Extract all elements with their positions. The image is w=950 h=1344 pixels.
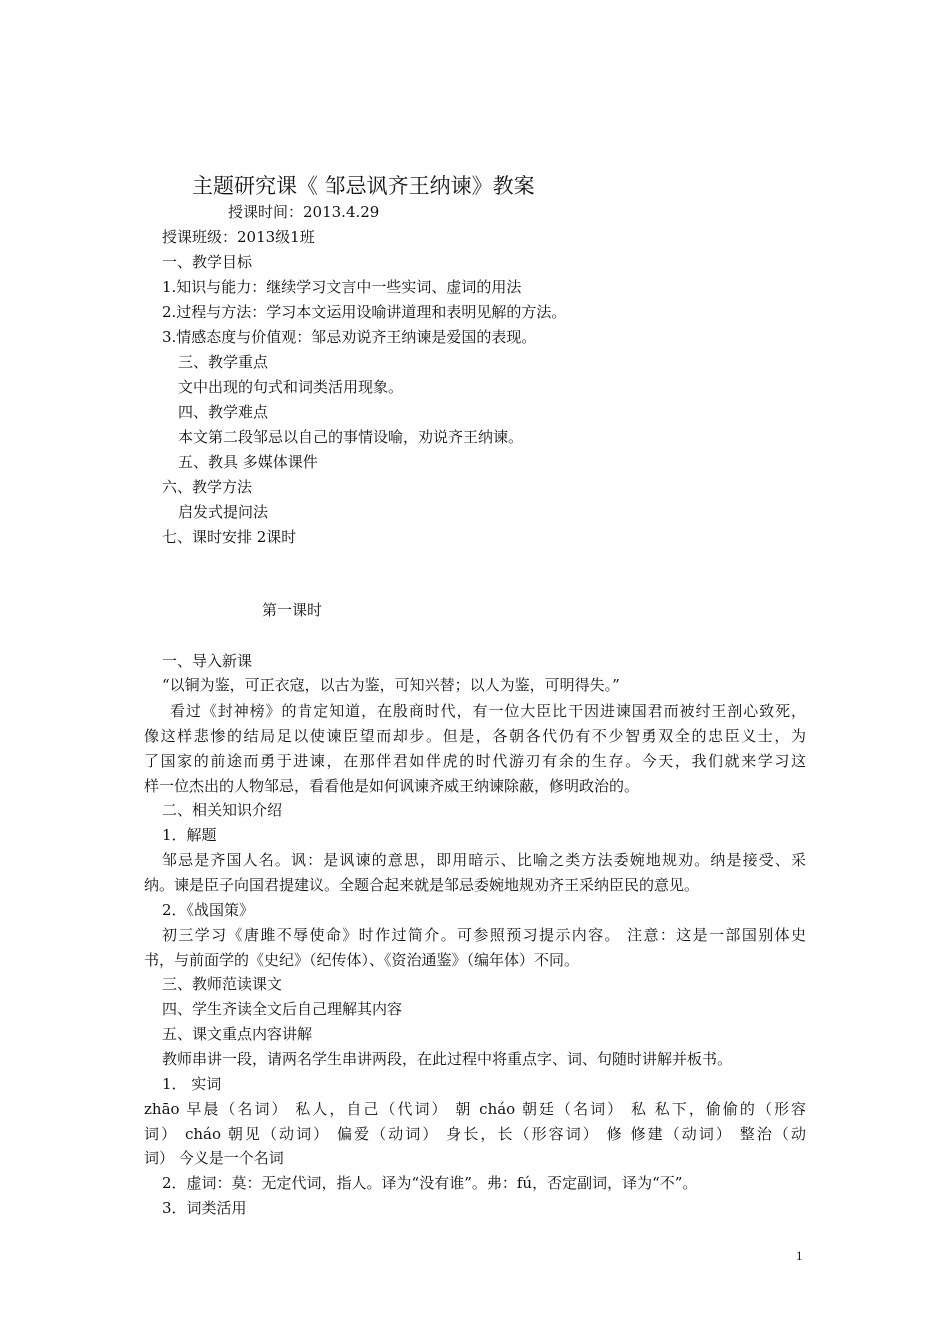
date-line: 授课时间：2013.4.29 (228, 203, 380, 221)
vocab-line: 词） 今义是一个名词 (144, 1149, 284, 1167)
goal-line: 1.知识与能力：继续学习文言中一些实词、虚词的用法 (162, 278, 522, 296)
paragraph-line: 纳。谏是臣子向国君提建议。全题合起来就是邹忌委婉地规劝齐王采纳臣民的意见。 (144, 876, 700, 894)
item-heading: 2．《战国策》 (162, 901, 255, 919)
paragraph-line: 了国家的前途而勇于进谏，在那伴君如伴虎的时代游刃有余的生存。今天，我们就来学习这 (144, 752, 806, 770)
section-heading: 四、学生齐读全文后自己理解其内容 (162, 1000, 403, 1018)
item-heading: 1． 实词 (162, 1075, 222, 1093)
body-line: 文中出现的句式和词类活用现象。 (178, 378, 404, 396)
vocab-line: zhāo 早晨（名词） 私人，自己（代词） 朝 cháo 朝廷（名词） 私 私下，偷偷的（形容 (144, 1100, 806, 1118)
body-line: 启发式提问法 (178, 503, 269, 521)
body-line: 教师串讲一段，请两名学生串讲两段，在此过程中将重点字、词、句随时讲解并板书。 (162, 1050, 733, 1068)
section-heading: 五、教具 多媒体课件 (178, 453, 318, 471)
section-heading: 三、教学重点 (178, 353, 269, 371)
section-heading: 六、教学方法 (162, 478, 253, 496)
paragraph-line: 初三学习《唐雎不辱使命》时作过简介。可参照预习提示内容。 注意：这是一部国别体史 (162, 926, 806, 944)
section-heading: 一、导入新课 (162, 652, 253, 670)
paragraph-line: 邹忌是齐国人名。讽：是讽谏的意思，即用暗示、比喻之类方法委婉地规劝。纳是接受、采 (162, 851, 806, 869)
body-line: 本文第二段邹忌以自己的事情设喻，劝说齐王纳谏。 (178, 428, 524, 446)
section-heading: 三、教师范读课文 (162, 975, 283, 993)
page-number: 1 (796, 1248, 803, 1263)
paragraph-line: 像这样悲惨的结局足以使谏臣望而却步。但是，各朝各代仍有不少智勇双全的忠臣义士，为 (144, 727, 806, 745)
quote-line: “以铜为鉴，可正衣寇，以古为鉴，可知兴替；以人为鉴，可明得失。” (162, 676, 620, 694)
section-heading: 五、课文重点内容讲解 (162, 1025, 313, 1043)
section-heading: 一、教学目标 (162, 253, 253, 271)
body-line: 2．虚词：莫：无定代词，指人。译为“没有谁”。弗：fú，否定副词，译为“不”。 (162, 1174, 698, 1192)
item-heading: 3．词类活用 (162, 1199, 247, 1217)
paragraph-line: 看过《封神榜》的肯定知道，在殷商时代，有一位大臣比干因进谏国君而被纣王剖心致死， (170, 702, 806, 720)
paragraph-line: 书，与前面学的《史纪》（纪传体）、《资治通鉴》（编年体）不同。 (144, 951, 580, 969)
goal-line: 2.过程与方法：学习本文运用设喻讲道理和表明见解的方法。 (162, 303, 567, 321)
section-heading: 四、教学难点 (178, 403, 269, 421)
document-title: 主题研究课《 邹忌讽齐王纳谏》教案 (192, 174, 535, 198)
section-heading: 七、课时安排 2课时 (162, 528, 297, 546)
class-line: 授课班级：2013级1班 (162, 228, 315, 246)
goal-line: 3.情感态度与价值观：邹忌劝说齐王纳谏是爱国的表现。 (162, 328, 537, 346)
paragraph-line: 样一位杰出的人物邹忌，看看他是如何讽谏齐威王纳谏除蔽，修明政治的。 (144, 777, 640, 795)
section-heading: 二、相关知识介绍 (162, 801, 283, 819)
lesson-heading: 第一课时 (262, 601, 323, 619)
item-heading: 1．解题 (162, 826, 217, 844)
vocab-line: 词） cháo 朝见（动词） 偏爱（动词） 身长，长（形容词） 修 修建（动词） 整治（动 (144, 1125, 806, 1143)
